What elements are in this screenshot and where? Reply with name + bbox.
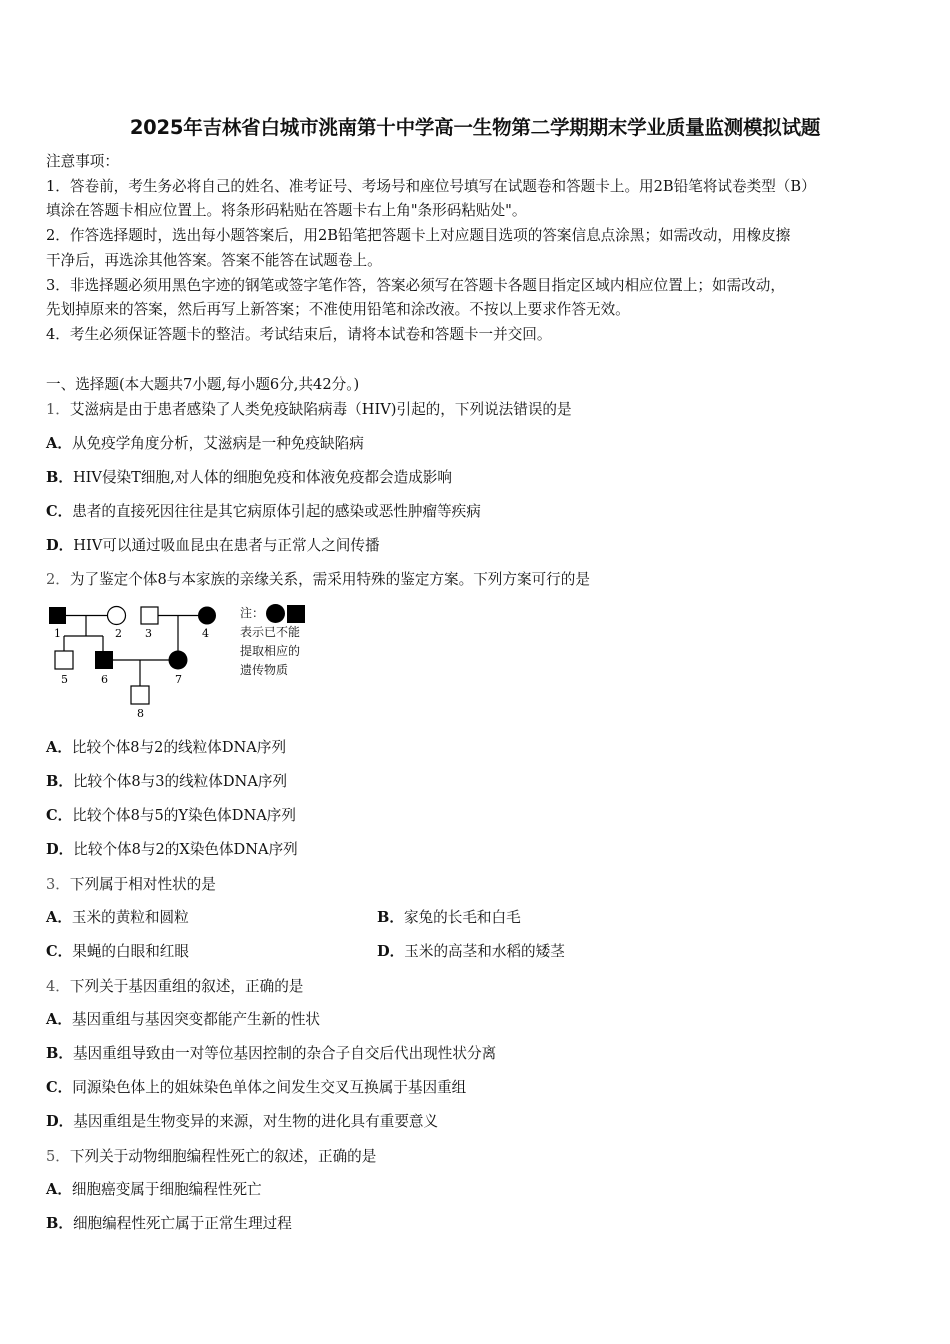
notes-line: 填涂在答题卡相应位置上。将条形码粘贴在答题卡右上角"条形码粘贴处"。 xyxy=(46,202,527,219)
question-number: 4． xyxy=(46,978,70,995)
section-title: 一、选择题(本大题共7小题,每小题6分,共42分。) xyxy=(46,376,360,393)
option-label: A． xyxy=(46,909,72,926)
pedigree-label: 7 xyxy=(175,673,182,686)
legend-head-text: 注： xyxy=(240,606,265,620)
pedigree-label: 5 xyxy=(61,673,68,686)
option-text: 基因重组是生物变异的来源，对生物的进化具有重要意义 xyxy=(73,1113,439,1130)
option-4d xyxy=(46,1112,438,1132)
option-5a xyxy=(46,1180,262,1200)
notes-line: 先划掉原来的答案，然后再写上新答案；不准使用铅笔和涂改液。不按以上要求作答无效。 xyxy=(46,301,630,318)
option-text: 比较个体8与2的X染色体DNA序列 xyxy=(73,841,298,858)
question-number: 2． xyxy=(46,571,70,588)
option-text: 果蝇的白眼和红眼 xyxy=(72,943,189,960)
option-1a xyxy=(46,434,364,454)
option-label: C． xyxy=(46,943,73,960)
pedigree-label: 3 xyxy=(145,627,152,640)
option-2d xyxy=(46,840,298,860)
option-label: C． xyxy=(46,807,73,824)
notes-line: 干净后，再选涂其他答案。答案不能答在试题卷上。 xyxy=(46,252,382,269)
option-label: B． xyxy=(46,1045,73,1062)
option-text: 基因重组与基因突变都能产生新的性状 xyxy=(71,1011,321,1028)
individual-5-male xyxy=(55,651,73,669)
notes-line: 3．非选择题必须用黑色字迹的钢笔或签字笔作答，答案必须写在答题卡各题目指定区域内相应位置上；如需改动， xyxy=(46,277,785,294)
option-label: B． xyxy=(46,773,73,790)
question-text: 下列属于相对性状的是 xyxy=(69,876,216,893)
page-title: 2025年吉林省白城市洮南第十中学高一生物第二学期期末学业质量监测模拟试题 xyxy=(129,116,821,139)
question-text: 为了鉴定个体8与本家族的亲缘关系，需采用特殊的鉴定方案。下列方案可行的是 xyxy=(69,571,590,588)
option-text: 比较个体8与2的线粒体DNA序列 xyxy=(71,739,287,756)
question-3-stem xyxy=(46,875,216,895)
individual-8-male xyxy=(131,686,149,704)
affected-female-icon xyxy=(266,604,285,623)
pedigree-legend xyxy=(240,604,320,680)
individual-3-male xyxy=(141,607,158,624)
pedigree-label: 8 xyxy=(137,707,144,720)
option-3a xyxy=(46,908,189,928)
pedigree-label: 1 xyxy=(54,627,61,640)
individual-4-affected-female xyxy=(198,607,216,625)
option-3b xyxy=(377,908,521,928)
pedigree-label: 6 xyxy=(101,673,108,686)
option-2b xyxy=(46,772,287,792)
option-1b xyxy=(46,468,452,488)
notes-line: 1．答卷前，考生务必将自己的姓名、准考证号、考场号和座位号填写在试题卷和答题卡上。用2B铅笔将试卷类型（B） xyxy=(46,178,816,195)
notes-heading: 注意事项： xyxy=(46,153,119,170)
option-label: A． xyxy=(46,739,72,756)
question-text: 下列关于基因重组的叙述，正确的是 xyxy=(69,978,304,995)
individual-7-affected-female xyxy=(169,651,188,670)
option-label: D． xyxy=(377,943,405,960)
option-text: 同源染色体上的姐妹染色单体之间发生交叉互换属于基因重组 xyxy=(72,1079,467,1096)
option-label: C． xyxy=(46,1079,73,1096)
affected-male-icon xyxy=(287,605,305,623)
option-4a xyxy=(46,1010,320,1030)
question-1-stem xyxy=(46,400,572,420)
option-1c xyxy=(46,502,481,522)
notes-line: 4．考生必须保证答题卡的整洁。考试结束后，请将本试卷和答题卡一并交回。 xyxy=(46,326,552,343)
option-3d xyxy=(377,942,565,962)
option-label: A． xyxy=(46,435,72,452)
option-text: 比较个体8与5的Y染色体DNA序列 xyxy=(72,807,296,824)
option-3c xyxy=(46,942,189,962)
option-label: D． xyxy=(46,537,74,554)
option-5b xyxy=(46,1214,292,1234)
option-text: 细胞编程性死亡属于正常生理过程 xyxy=(72,1215,292,1232)
option-text: 比较个体8与3的线粒体DNA序列 xyxy=(72,773,288,790)
pedigree-label: 2 xyxy=(115,627,122,640)
individual-2-female xyxy=(108,607,126,625)
question-5-stem xyxy=(46,1147,376,1167)
legend-header xyxy=(240,604,320,623)
option-text: 玉米的黄粒和圆粒 xyxy=(71,909,189,926)
question-number: 1． xyxy=(46,401,70,418)
option-4c xyxy=(46,1078,466,1098)
option-label: B． xyxy=(377,909,404,926)
option-text: HIV可以通过吸血昆虫在患者与正常人之间传播 xyxy=(73,537,380,554)
individual-6-affected-male xyxy=(95,651,113,669)
pedigree-label: 4 xyxy=(202,627,209,640)
option-label: B． xyxy=(46,469,73,486)
option-2c xyxy=(46,806,296,826)
option-text: 从免疫学角度分析，艾滋病是一种免疫缺陷病 xyxy=(71,435,364,452)
option-2a xyxy=(46,738,286,758)
individual-1-affected-male xyxy=(49,607,66,624)
option-text: 家兔的长毛和白毛 xyxy=(403,909,521,926)
question-2-stem xyxy=(46,570,590,590)
question-number: 5． xyxy=(46,1148,70,1165)
option-label: C． xyxy=(46,503,73,520)
option-text: 患者的直接死因往往是其它病原体引起的感染或恶性肿瘤等疾病 xyxy=(72,503,481,520)
question-4-stem xyxy=(46,977,303,997)
question-text: 下列关于动物细胞编程性死亡的叙述，正确的是 xyxy=(69,1148,377,1165)
option-label: A． xyxy=(46,1181,72,1198)
option-label: D． xyxy=(46,841,74,858)
option-text: 玉米的高茎和水稻的矮茎 xyxy=(404,943,565,960)
option-text: 基因重组导致由一对等位基因控制的杂合子自交后代出现性状分离 xyxy=(72,1045,497,1062)
question-text: 艾滋病是由于患者感染了人类免疫缺陷病毒（HIV)引起的，下列说法错误的是 xyxy=(69,401,572,418)
option-4b xyxy=(46,1044,496,1064)
option-label: D． xyxy=(46,1113,74,1130)
option-label: B． xyxy=(46,1215,73,1232)
option-label: A． xyxy=(46,1011,72,1028)
notes-line: 2．作答选择题时，选出每小题答案后，用2B铅笔把答题卡上对应题目选项的答案信息点涂黑；如需改动，用橡皮擦 xyxy=(46,227,791,244)
option-text: HIV侵染T细胞,对人体的细胞免疫和体液免疫都会造成影响 xyxy=(72,469,452,486)
legend-text: 表示已不能提取相应的遗传物质 xyxy=(240,625,301,677)
option-text: 细胞癌变属于细胞编程性死亡 xyxy=(71,1181,262,1198)
option-1d xyxy=(46,536,380,556)
question-number: 3． xyxy=(46,876,70,893)
